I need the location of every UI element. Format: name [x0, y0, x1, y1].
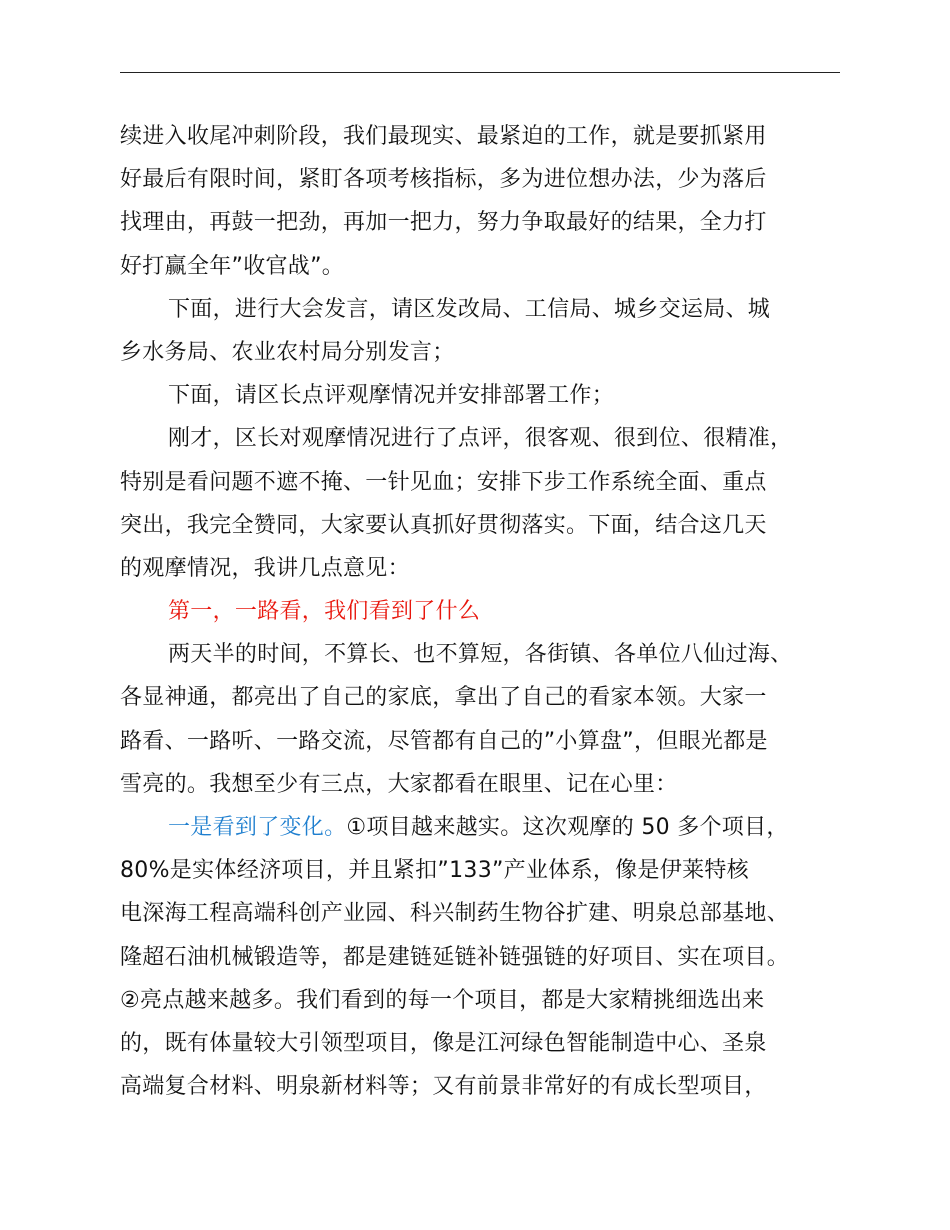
section-heading: 第一，一路看，我们看到了什么: [168, 599, 481, 625]
text-line: 续进入收尾冲刺阶段，我们最现实、最紧迫的工作，就是要抓紧用: [120, 124, 767, 149]
text-line: 下面，请区长点评观摩情况并安排部署工作；: [168, 383, 615, 409]
text-line: 高端复合材料、明泉新材料等；又有前景非常好的有成长型项目，: [120, 1074, 767, 1100]
text-line: 找理由，再鼓一把劲，再加一把力，努力争取最好的结果，全力打: [120, 210, 767, 236]
text-line: ②亮点越来越多。我们看到的每一个项目，都是大家精挑细选出来: [120, 987, 765, 1013]
text-line: 特别是看问题不遮不掩、一针见血；安排下步工作系统全面、重点: [120, 469, 767, 495]
text-line: 路看、一路听、一路交流，尽管都有自己的”小算盘”，但眼光都是: [120, 728, 768, 754]
text-line: 的，既有体量较大引领型项目，像是江河绿色智能制造中心、圣泉: [120, 1030, 767, 1056]
text-line: 电深海工程高端科创产业园、科兴制药生物谷扩建、明泉总部基地、: [120, 901, 790, 927]
text-line: 好最后有限时间，紧盯各项考核指标，多为进位想办法，少为落后: [120, 167, 767, 193]
text-line: 各显神通，都亮出了自己的家底，拿出了自己的看家本领。大家一: [120, 685, 767, 711]
text-line: 雪亮的。我想至少有三点，大家都看在眼里、记在心里：: [120, 771, 678, 797]
subsection-heading: 一是看到了变化。: [168, 815, 347, 840]
text-line: 隆超石油机械锻造等，都是建链延链补链强链的好项目、实在项目。: [120, 944, 790, 970]
text-line: 突出，我完全赞同，大家要认真抓好贯彻落实。下面，结合这几天: [120, 512, 767, 538]
text-line: 80%是实体经济项目，并且紧扣”133”产业体系，像是伊莱特核: [120, 858, 749, 884]
text-line: 乡水务局、农业农村局分别发言；: [120, 339, 455, 365]
text-line: 的观摩情况，我讲几点意见：: [120, 555, 410, 581]
header-rule: [120, 72, 840, 73]
text-line: [120, 806, 840, 849]
text-line: 好打赢全年”收官战”。: [120, 253, 345, 279]
document-body: [120, 115, 840, 1108]
text-fragment: ①项目越来越实。这次观摩的 50 多个项目，: [346, 815, 789, 840]
text-line: 下面，进行大会发言，请区发改局、工信局、城乡交运局、城: [168, 296, 771, 322]
text-line: 两天半的时间，不算长、也不算短，各街镇、各单位八仙过海、: [168, 642, 793, 668]
text-line: 刚才，区长对观摩情况进行了点评，很客观、很到位、很精准，: [168, 426, 793, 452]
